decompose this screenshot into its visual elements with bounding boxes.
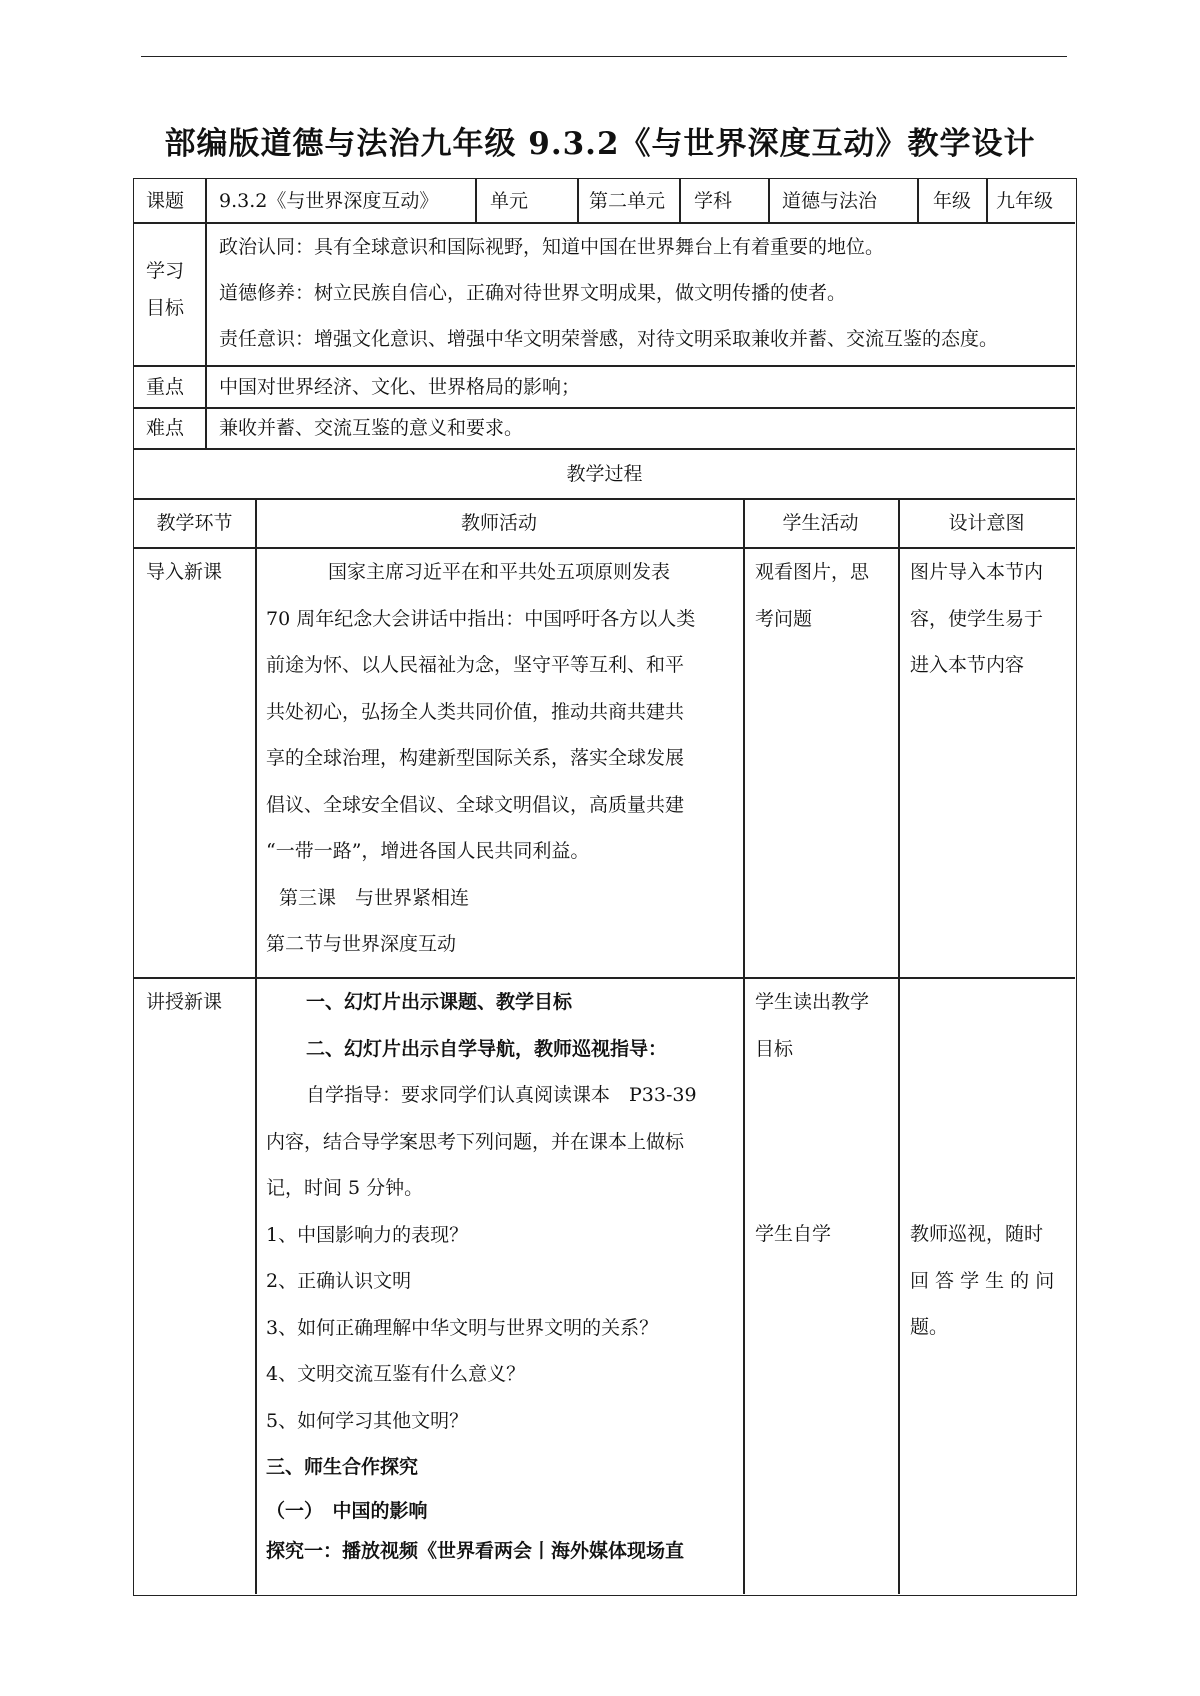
unit-label: 单元 [490,190,529,212]
text-line: 学生读出教学 [755,991,870,1013]
intro-student-activity [755,549,895,642]
text-line: 学生自学 [755,1223,832,1245]
text-line: 享的全球治理，构建新型国际关系，落实全球发展 [266,747,685,769]
key-point-label: 重点 [146,376,185,398]
text-line: “一带一路”，增进各国人民共同利益。 [266,840,590,862]
difficulty-label: 难点 [146,417,185,439]
text-line: 容，使学生易于 [910,607,1044,630]
text-line: 教师巡视，随时 [910,1223,1044,1245]
text-line: 观看图片，思 [755,561,870,583]
intro-teacher-activity [266,549,736,968]
col-divider [255,498,257,1594]
text-line: 二、幻灯片出示自学导航，教师巡视指导： [306,1037,668,1060]
objective-responsibility: 责任意识：增强文化意识、增强中华文明荣誉感，对待文明采取兼收并蓄、交流互鉴的态度。 [219,328,999,350]
col-divider [768,179,770,222]
stage-intro: 导入新课 [146,561,223,583]
col-divider [205,222,207,448]
text-line: 记，时间 5 分钟。 [266,1177,424,1199]
new-lesson-student-self-study [755,1211,895,1258]
stage-new-lesson: 讲授新课 [146,991,223,1013]
document-title: 部编版道德与法治九年级 9.3.2《与世界深度互动》教学设计 [164,126,1036,162]
column-header-intent: 设计意图 [948,512,1025,534]
text-line: 5、如何学习其他文明？ [266,1409,469,1432]
objective-political: 政治认同：具有全球意识和国际视野，知道中国在世界舞台上有着重要的地位。 [219,236,885,258]
subject-value: 道德与法治 [782,190,878,212]
col-divider [743,498,745,1594]
topic-value: 9.3.2《与世界深度互动》 [219,190,439,212]
text-line: 题。 [910,1316,949,1338]
new-lesson-design-intent [910,1211,1070,1351]
text-line: 三、师生合作探究 [266,1456,419,1478]
text-line: 倡议、全球安全倡议、全球文明倡议，高质量共建 [266,793,685,816]
unit-value: 第二单元 [589,190,666,212]
column-header-stage: 教学环节 [156,512,233,534]
objective-moral: 道德修养：树立民族自信心，正确对待世界文明成果，做文明传播的使者。 [219,282,847,304]
header-rule [141,56,1067,57]
column-header-teacher: 教师活动 [460,512,537,534]
text-line: 3、如何正确理解中华文明与世界文明的关系？ [266,1316,659,1339]
lesson-plan-table [133,178,1077,1596]
text-line: （一） 中国的影响 [266,1499,428,1522]
text-line: 探究一：播放视频《世界看两会丨海外媒体现场直 [266,1539,685,1562]
new-lesson-teacher-activity [266,979,736,1571]
col-divider [679,179,681,222]
text-line: 2、正确认识文明 [266,1270,412,1292]
intro-design-intent [910,549,1070,689]
col-divider [475,179,477,222]
text-line: 考问题 [755,607,813,630]
difficulty-value: 兼收并蓄、交流互鉴的意义和要求。 [219,417,524,439]
text-line: 4、文明交流互鉴有什么意义？ [266,1363,526,1385]
text-line: 共处初心，弘扬全人类共同价值，推动共商共建共 [266,700,685,723]
text-line: 目标 [755,1037,794,1060]
text-line: 第二节与世界深度互动 [266,933,457,955]
subject-label: 学科 [694,190,733,212]
topic-label: 课题 [146,190,185,212]
text-line: 70 周年纪念大会讲话中指出：中国呼吁各方以人类 [266,607,696,630]
text-line: 1、中国影响力的表现？ [266,1223,469,1246]
objectives-label-line2: 目标 [146,297,185,319]
text-line: 前途为怀、以人民福祉为念，坚守平等互利、和平 [266,654,685,676]
col-divider [205,179,207,222]
col-divider [577,179,579,222]
col-divider [986,179,988,222]
new-lesson-student-activity [755,979,895,1072]
col-divider [917,179,919,222]
column-header-student: 学生活动 [782,512,859,534]
text-line: 第三课 与世界紧相连 [279,886,470,909]
text-line: 国家主席习近平在和平共处五项原则发表 [328,561,671,583]
text-line: 图片导入本节内 [910,561,1044,583]
text-line: 自学指导：要求同学们认真阅读课本 P33-39 [306,1084,697,1106]
text-line: 进入本节内容 [910,654,1025,676]
text-line: 内容，结合导学案思考下列问题，并在课本上做标 [266,1130,685,1153]
objectives-label-line1: 学习 [146,260,185,282]
grade-label: 年级 [933,190,972,212]
text-line: 一、幻灯片出示课题、教学目标 [306,991,573,1013]
grade-value: 九年级 [996,190,1054,212]
col-divider [898,498,900,1594]
key-point-value: 中国对世界经济、文化、世界格局的影响； [219,376,581,398]
text-line: 回 答 学 生 的 问 [910,1269,1055,1292]
process-heading: 教学过程 [566,463,643,485]
